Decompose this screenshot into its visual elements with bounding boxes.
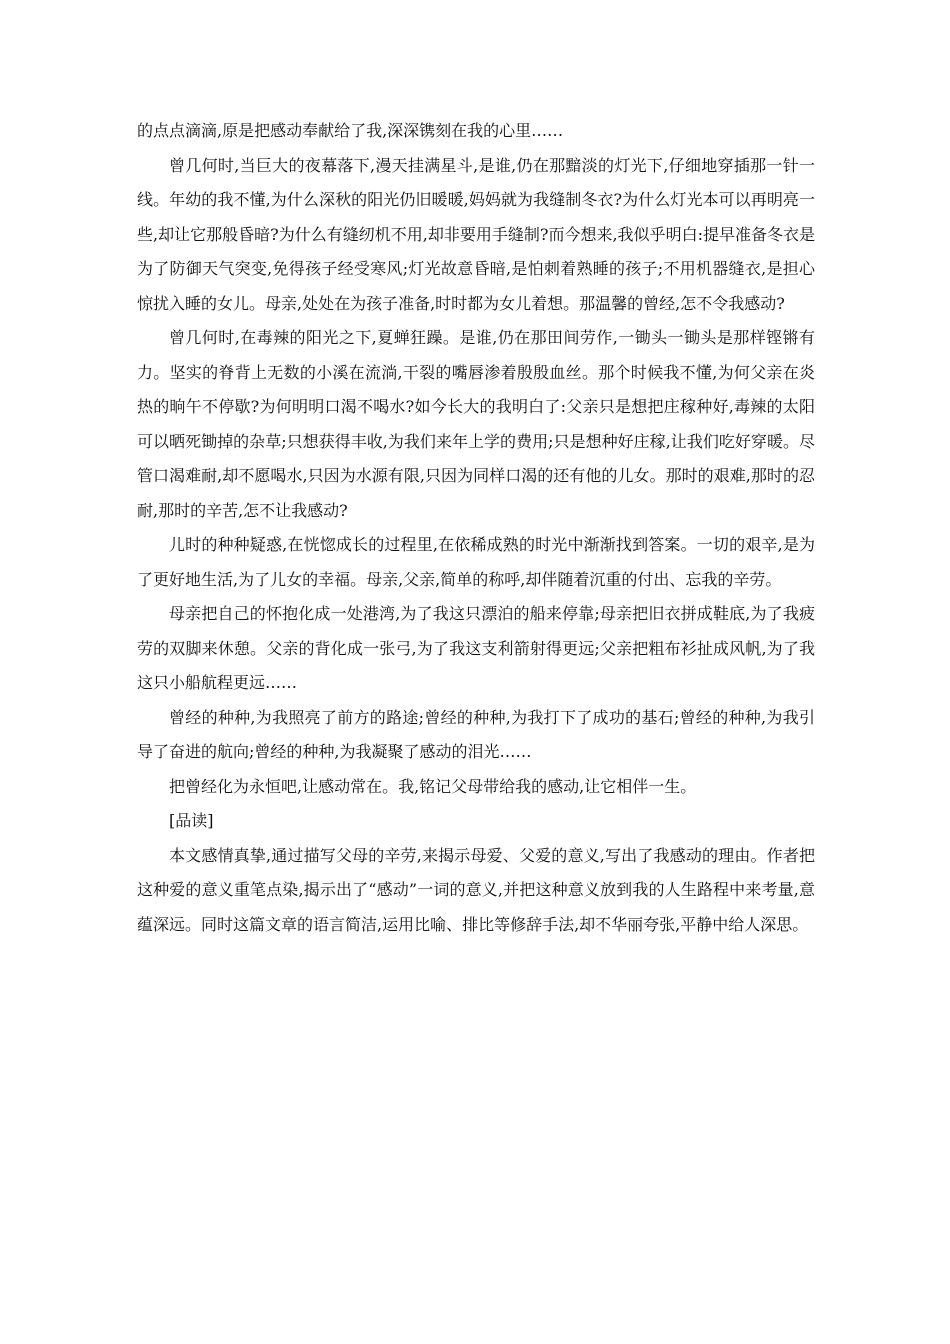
paragraph-conclusion: 把曾经化为永恒吧,让感动常在。我,铭记父母带给我的感动,让它相伴一生。 [169, 776, 697, 796]
paragraph-mother: 曾几何时,当巨大的夜幕落下,漫天挂满星斗,是谁,仍在那黯淡的灯光下,仔细地穿插那一针一线。年幼的我不懂,为什么深秋的阳光仍旧暖暖,妈妈就为我缝制冬衣?为什么灯光本可以再明亮一些,却让它那般昏暗?为什么有缝纫机不用,却非要用手缝制?而今想来,我似乎明白:提早准备冬衣是为了防御天气突变,免得孩子经受寒风;灯光故意昏暗,是怕刺着熟睡的孩子;不用机器缝衣,是担心惊扰入睡的女儿。母亲,处处在为孩子准备,时时都为女儿着想。那温馨的曾经,怎不令我感动? [137, 155, 815, 313]
paragraph-father: 曾几何时,在毒辣的阳光之下,夏蝉狂躁。是谁,仍在那田间劳作,一锄头一锄头是那样铿锵有力。坚实的脊背上无数的小溪在流淌,干裂的嘴唇渗着殷殷血丝。那个时候我不懂,为何父亲在炎热的晌午不停歇?为何明明口渴不喝水?如今长大的我明白了:父亲只是想把庄稼种好,毒辣的太阳可以晒死锄掉的杂草;只想获得丰收,为我们来年上学的费用;只是想种好庄稼,让我们吃好穿暖。尽管口渴难耐,却不愿喝水,只因为水源有限,只因为同样口渴的还有他的儿女。那时的艰难,那时的忍耐,那时的辛苦,怎不让我感动? [137, 328, 815, 520]
paragraph-parallel: 曾经的种种,为我照亮了前方的路途;曾经的种种,为我打下了成功的基石;曾经的种种,为我引导了奋进的航向;曾经的种种,为我凝聚了感动的泪光…… [137, 707, 815, 761]
document-body [137, 114, 815, 942]
paragraph-continued: 的点点滴滴,原是把感动奉献给了我,深深镌刻在我的心里…… [137, 121, 564, 140]
commentary-heading: [品读] [169, 811, 214, 830]
commentary-text: 本文感情真挚,通过描写父母的辛劳,来揭示母爱、父爱的意义,写出了我感动的理由。作者把这种爱的意义重笔点染,揭示出了“感动”一词的意义,并把这种意义放到我的人生路程中来考量,意蕴深远。同时这篇文章的语言简洁,运用比喻、排比等修辞手法,却不华丽夸张,平静中给人深思。 [137, 845, 815, 934]
paragraph-metaphors: 母亲把自己的怀抱化成一处港湾,为了我这只漂泊的船来停靠;母亲把旧衣拼成鞋底,为了我疲劳的双脚来休憩。父亲的背化成一张弓,为了我这支利箭射得更远;父亲把粗布衫扯成风帆,为了我这只小船航程更远…… [137, 604, 815, 692]
paragraph-answers: 儿时的种种疑惑,在恍惚成长的过程里,在依稀成熟的时光中渐渐找到答案。一切的艰辛,是为了更好地生活,为了儿女的幸福。母亲,父亲,简单的称呼,却伴随着沉重的付出、忘我的辛劳。 [137, 535, 815, 589]
